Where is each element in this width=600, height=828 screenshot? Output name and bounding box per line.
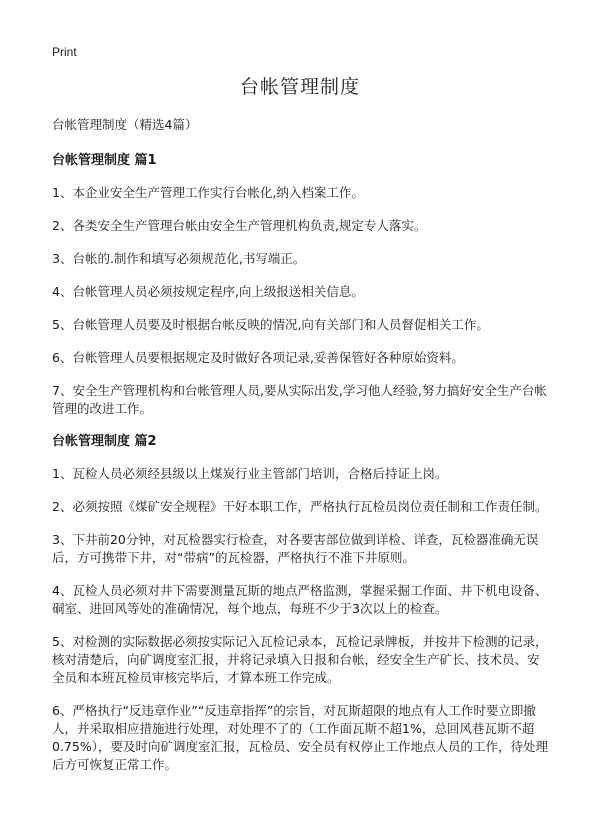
list-item: 1、瓦检人员必须经县级以上煤炭行业主管部门培训，合格后持证上岗。 xyxy=(52,466,448,481)
list-item: 5、对检测的实际数据必须按实际记入瓦检记录本，瓦检记录牌板，并按井下检测的记录，核对清楚后，向矿调度室汇报，并将记录填入日报和台帐，经安全生产矿长、技术员、安全员和本班瓦检员审核完毕后，才算本班工作完成。 xyxy=(52,634,548,685)
list-item: 6、台帐管理人员要根据规定及时做好各项记录,妥善保管好各种原始资料。 xyxy=(52,350,464,365)
list-item: 7、安全生产管理机构和台帐管理人员,要从实际出发,学习他人经验,努力搞好安全生产台帐管理的改进工作。 xyxy=(52,383,547,416)
list-item: 4、瓦检人员必须对井下需要测量瓦斯的地点严格监测，掌握采掘工作面、井下机电设备、硐室、进回风等处的准确情况，每个地点，每班不少于3次以上的检查。 xyxy=(52,583,548,616)
document-title: 台帐管理制度 xyxy=(239,76,360,98)
list-item: 4、台帐管理人员必须按规定程序,向上级报送相关信息。 xyxy=(52,284,364,299)
section-2 xyxy=(52,433,548,774)
list-item: 2、必须按照《煤矿安全规程》干好本职工作，严格执行瓦检员岗位责任制和工作责任制。 xyxy=(52,499,548,514)
print-label: Print xyxy=(52,45,77,59)
list-item: 3、台帐的.制作和填写必须规范化,书写端正。 xyxy=(52,251,306,266)
section-heading: 台帐管理制度 篇2 xyxy=(52,434,157,449)
list-item: 1、本企业安全生产管理工作实行台帐化,纳入档案工作。 xyxy=(52,185,364,200)
list-item: 5、台帐管理人员要及时根据台帐反映的情况,向有关部门和人员督促相关工作。 xyxy=(52,317,489,332)
section-1 xyxy=(52,152,548,418)
list-item: 6、严格执行“反违章作业”“反违章指挥”的宗旨，对瓦斯超限的地点有人工作时要立即撤人，并采取相应措施进行处理，对处理不了的（工作面瓦斯不超1%，总回风巷瓦斯不超0.75%），要及时向矿调度室汇报，瓦检员、安全员有权停止工作地点人员的工作，待处理后方可恢复正常工作。 xyxy=(52,703,548,772)
section-heading: 台帐管理制度 篇1 xyxy=(52,153,157,168)
document-subtitle: 台帐管理制度（精选4篇） xyxy=(52,117,198,132)
list-item: 3、下井前20分钟，对瓦检器实行检查，对各要害部位做到详检、详查，瓦检器准确无误后，方可携带下井，对“带病”的瓦检器，严格执行不准下井原则。 xyxy=(52,532,539,565)
list-item: 2、各类安全生产管理台帐由安全生产管理机构负责,规定专人落实。 xyxy=(52,218,427,233)
